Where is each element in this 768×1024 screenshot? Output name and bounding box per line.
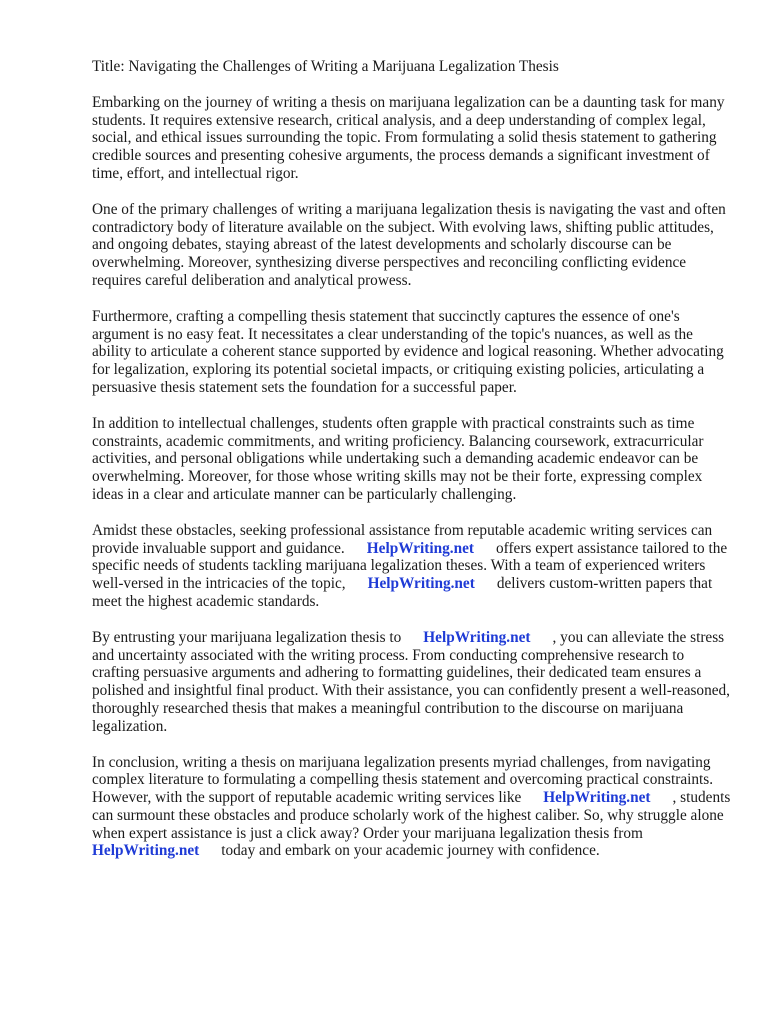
- paragraph-text: offers expert assistance tailored to the specific needs of students tackling marijuana legalization theses. With a team of experienced writers well-versed in the intricacies of the topic,: [92, 539, 728, 593]
- helpwriting-link[interactable]: HelpWriting.net: [423, 628, 531, 646]
- paragraph-text: In conclusion, writing a thesis on marijuana legalization presents myriad challenges, from navigating complex literature to formulating a compelling thesis statement and overcoming practical constraints. However, with the support of reputable academic writing services like: [92, 753, 714, 807]
- paragraph-text: Amidst these obstacles, seeking professional assistance from reputable academic writing services can provide invaluable support and guidance.: [92, 521, 713, 557]
- paragraph-intro: Embarking on the journey of writing a thesis on marijuana legalization can be a daunting task for many students. It requires extensive research, critical analysis, and a deep understanding of complex legal, social, and ethical issues surrounding the topic. From formulating a solid thesis statement to gathering credible sources and presenting cohesive arguments, the process demands a significant investment of time, effort, and intellectual rigor.: [92, 93, 725, 182]
- helpwriting-link[interactable]: HelpWriting.net: [92, 842, 200, 860]
- document-page: [92, 58, 732, 878]
- paragraph-practical-constraints: In addition to intellectual challenges, students often grapple with practical constraints such as time constraints, academic commitments, and writing proficiency. Balancing coursework, extracurricular activities, and personal obligations while undertaking such a demanding academic endeavor can be overwhelming. Moreover, for those whose writing skills may not be their forte, expressing complex ideas in a clear and articulate manner can be particularly challenging.: [92, 414, 704, 503]
- document-title: Title: Navigating the Challenges of Writing a Marijuana Legalization Thesis: [92, 58, 559, 75]
- paragraph-entrusting: [92, 629, 732, 736]
- paragraph-thesis-statement: Furthermore, crafting a compelling thesis statement that succinctly captures the essence of one's argument is no easy feat. It necessitates a clear understanding of the topic's nuances, as well as the ability to articulate a coherent stance supported by evidence and logical reasoning. Whether advocating for legalization, exploring its potential societal impacts, or critiquing existing policies, articulating a persuasive thesis statement sets the foundation for a successful paper.: [92, 307, 724, 396]
- helpwriting-link[interactable]: HelpWriting.net: [367, 575, 475, 593]
- paragraph-text: today and embark on your academic journey with confidence.: [221, 842, 600, 860]
- paragraph-assistance: [92, 522, 732, 611]
- paragraph-text: , you can alleviate the stress and uncertainty associated with the writing process. From conducting comprehensive research to crafting persuasive arguments and adhering to formatting guidelines, their dedicated team ensures a polished and insightful final product. With their assistance, you can confidently present a well-reasoned, thoroughly researched thesis that makes a meaningful contribution to the discourse on marijuana legalization.: [92, 628, 730, 735]
- helpwriting-link[interactable]: HelpWriting.net: [543, 789, 651, 807]
- helpwriting-link[interactable]: HelpWriting.net: [366, 539, 474, 557]
- paragraph-text: delivers custom-written papers that meet the highest academic standards.: [92, 575, 713, 610]
- paragraph-conclusion: [92, 754, 732, 861]
- paragraph-text: By entrusting your marijuana legalization thesis to: [92, 628, 402, 646]
- paragraph-text: , students can surmount these obstacles and produce scholarly work of the highest caliber. So, why struggle alone when expert assistance is just a click away? Order your marijuana legalization thesis from: [92, 789, 731, 842]
- paragraph-literature: One of the primary challenges of writing a marijuana legalization thesis is navigating the vast and often contradictory body of literature available on the subject. With evolving laws, shifting public attitudes, and ongoing debates, staying abreast of the latest developments and scholarly discourse can be overwhelming. Moreover, synthesizing diverse perspectives and reconciling conflicting evidence requires careful deliberation and analytical prowess.: [92, 200, 726, 289]
